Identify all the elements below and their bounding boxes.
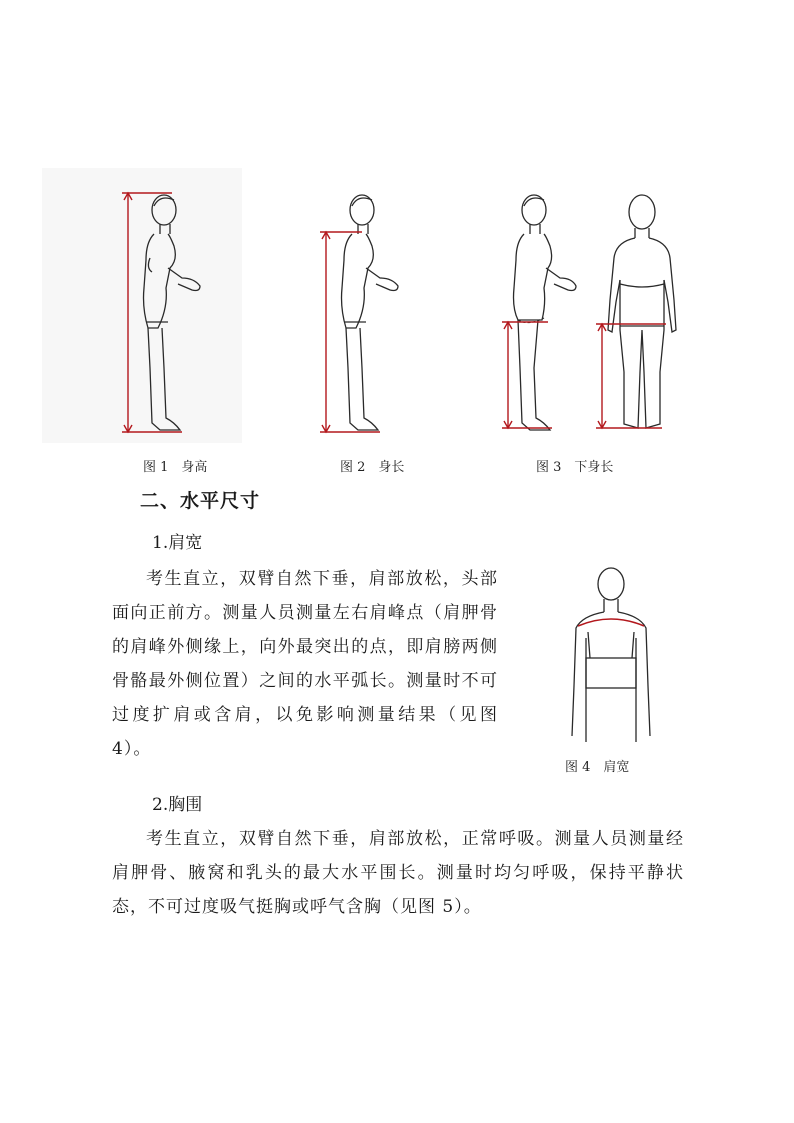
item-2-title: 2.胸围 bbox=[152, 795, 203, 815]
figure-3-caption: 图 3 下身长 bbox=[536, 460, 614, 475]
length-measure-line bbox=[320, 232, 380, 432]
figure-1-height bbox=[42, 168, 242, 443]
side-body-figure bbox=[342, 195, 399, 430]
item-1-text bbox=[112, 562, 498, 766]
figure-2-length bbox=[300, 180, 430, 440]
item-1-title: 1.肩宽 bbox=[152, 533, 203, 553]
item-2-text bbox=[112, 822, 684, 924]
item-1-paragraph: 考生直立，双臂自然下垂，肩部放松，头部面向正前方。测量人员测量左右肩峰点（肩胛骨的肩峰外侧缘上，向外最突出的点，即肩膀两侧骨骼最外侧位置）之间的水平弧长。测量时不可过度扩肩或含肩，以免影响测量结果（见图 4）。 bbox=[112, 569, 498, 759]
shoulder-measure-line bbox=[578, 619, 644, 626]
item-2-paragraph: 考生直立，双臂自然下垂，肩部放松，正常呼吸。测量人员测量经肩胛骨、腋窝和乳头的最大水平围长。测量时均匀呼吸，保持平静状态，不可过度吸气挺胸或呼气含胸（见图 5）。 bbox=[112, 829, 684, 917]
back-body-figure bbox=[608, 195, 676, 428]
figure-4-caption: 图 4 肩宽 bbox=[565, 760, 630, 775]
section-heading: 二、水平尺寸 bbox=[140, 490, 261, 512]
figure-3-lower-length bbox=[492, 180, 682, 440]
side-body-figure bbox=[514, 195, 577, 430]
figure-2-caption: 图 2 身长 bbox=[340, 460, 405, 475]
figure-1-caption: 图 1 身高 bbox=[143, 460, 208, 475]
back-upper-body-figure bbox=[572, 568, 650, 742]
figure-4-shoulder bbox=[566, 566, 656, 746]
